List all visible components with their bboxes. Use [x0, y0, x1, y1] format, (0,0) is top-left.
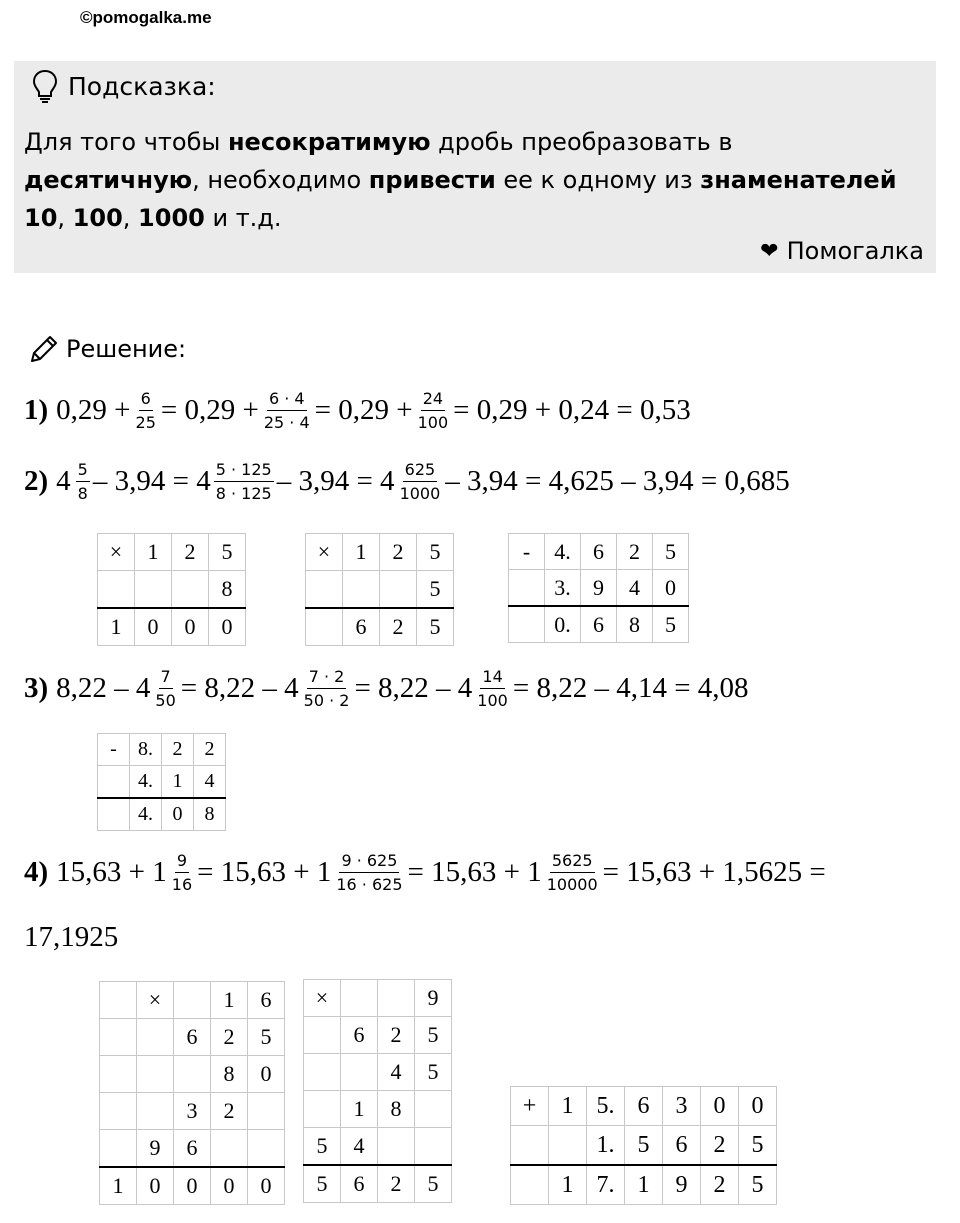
calc-row: [100, 1167, 285, 1205]
numerator: 24: [421, 389, 445, 411]
denominator: 100: [477, 691, 508, 710]
calc-cell: 8: [211, 1056, 248, 1093]
calc-cell: 2: [211, 1093, 248, 1130]
calc-cell: 7.: [587, 1165, 625, 1205]
expr-text: = 0,29 +: [160, 394, 259, 426]
calc-row: [304, 1165, 452, 1203]
calc-row: [511, 1165, 777, 1205]
calc-cell: 2: [162, 734, 194, 766]
calc-cell: 8: [194, 798, 226, 831]
calc-cell: 2: [172, 534, 209, 571]
calc-cell: 6: [341, 1165, 378, 1203]
expr-text: = 15,63 + 1,5625 =: [602, 856, 826, 888]
calc-cell: 0: [172, 608, 209, 646]
calc-row: [304, 1091, 452, 1128]
calc-cell: 4.: [130, 766, 162, 799]
numerator: 6: [139, 389, 153, 411]
calc-cell: 0: [162, 798, 194, 831]
denominator: 1000: [399, 484, 441, 503]
calc-row: [511, 1087, 777, 1126]
numerator: 5625: [550, 851, 595, 873]
calc-cell: [137, 1093, 174, 1130]
expr-text: 8,22 – 4: [56, 672, 151, 704]
denominator: 16 · 625: [336, 875, 403, 894]
calc-cell: +: [511, 1087, 549, 1126]
calc-cell: 9: [137, 1130, 174, 1168]
calc-cell: 8: [209, 571, 246, 609]
hint-box: [14, 61, 936, 273]
fraction: [475, 667, 510, 710]
calc-cell: 2: [380, 534, 417, 571]
expr-text: 4: [56, 465, 71, 497]
calc-cell: [100, 1093, 137, 1130]
calc-cell: [304, 1054, 341, 1091]
calc-cell: 1: [549, 1165, 587, 1205]
calc-cell: 6: [581, 606, 617, 643]
calc-cell: [211, 1130, 248, 1168]
numerator: 6 · 4: [267, 389, 307, 411]
calc-cell: ×: [304, 980, 341, 1017]
calc-table-125x8: [97, 533, 246, 646]
calc-cell: [135, 571, 172, 609]
calc-cell: 6: [663, 1126, 701, 1166]
calc-cell: 5: [653, 534, 689, 570]
calc-row: [306, 571, 454, 609]
calc-cell: [304, 1017, 341, 1054]
calc-cell: 0: [137, 1167, 174, 1205]
denominator: 16: [171, 875, 193, 894]
calc-cell: 5: [739, 1165, 777, 1205]
calc-cell: [248, 1130, 285, 1168]
calc-row: [100, 1056, 285, 1093]
calc-cell: [248, 1093, 285, 1130]
calc-cell: [98, 571, 135, 609]
equation-number: 1): [24, 394, 49, 426]
denominator: 50: [155, 691, 176, 710]
calc-cell: [306, 608, 343, 646]
calc-cell: 6: [625, 1087, 663, 1126]
hint-bold-term: несократимую: [227, 128, 431, 156]
numerator: 7 · 2: [307, 667, 347, 689]
calc-cell: 0: [174, 1167, 211, 1205]
calc-cell: 5: [739, 1126, 777, 1166]
hint-text-part: ее к одному из: [495, 166, 701, 194]
hint-text-part: ,: [57, 204, 73, 232]
calc-cell: 4: [341, 1128, 378, 1166]
calc-cell: 2: [380, 608, 417, 646]
calc-cell: 5.: [587, 1087, 625, 1126]
calc-cell: [98, 766, 130, 799]
calc-row: [100, 1130, 285, 1168]
hint-text-part: дробь преобразовать в: [430, 128, 733, 156]
calc-row: [511, 1126, 777, 1166]
calc-cell: [511, 1165, 549, 1205]
calc-cell: [174, 1056, 211, 1093]
calc-row: [509, 570, 689, 607]
calc-cell: 2: [211, 1019, 248, 1056]
calc-cell: [511, 1126, 549, 1166]
calc-cell: 5: [417, 608, 454, 646]
calc-row: [100, 1019, 285, 1056]
hint-bold-term: знаменателей 10: [24, 166, 897, 232]
calc-row: [509, 534, 689, 570]
calc-row: [304, 1128, 452, 1166]
calc-cell: 0: [701, 1087, 739, 1126]
calc-cell: [415, 1128, 452, 1166]
calc-cell: [306, 571, 343, 609]
fraction: [416, 389, 451, 432]
calc-cell: 4: [194, 766, 226, 799]
calc-cell: 1: [343, 534, 380, 571]
heart-icon: ❤: [760, 238, 779, 264]
fraction: [170, 851, 194, 894]
calc-cell: 5: [415, 1054, 452, 1091]
calc-cell: 1: [341, 1091, 378, 1128]
calc-cell: [172, 571, 209, 609]
calc-cell: 4: [378, 1054, 415, 1091]
fraction: [302, 667, 352, 710]
expr-text: = 0,29 + 0,24 = 0,53: [453, 394, 691, 426]
equation-4-continuation: [24, 921, 118, 954]
calc-cell: 2: [378, 1017, 415, 1054]
expr-text: = 15,63 + 1: [197, 856, 332, 888]
denominator: 25: [135, 413, 156, 432]
calc-cell: -: [509, 534, 545, 570]
calc-cell: 5: [209, 534, 246, 571]
calc-cell: 1: [98, 608, 135, 646]
expr-text: – 3,94 = 4,625 – 3,94 = 0,685: [445, 465, 790, 497]
calc-cell: 2: [194, 734, 226, 766]
calc-cell: [415, 1091, 452, 1128]
calc-row: [306, 608, 454, 646]
equation-number: 3): [24, 672, 49, 704]
calc-row: [100, 982, 285, 1019]
hint-text-part: , необходимо: [192, 166, 369, 194]
calc-cell: 0: [211, 1167, 248, 1205]
calc-cell: [174, 982, 211, 1019]
expr-text: = 0,29 +: [314, 394, 413, 426]
calc-cell: 5: [304, 1165, 341, 1203]
numerator: 9 · 625: [339, 851, 399, 873]
calc-table-125x5: [305, 533, 454, 646]
hint-text-part: и т.д.: [204, 204, 282, 232]
calc-row: [98, 608, 246, 646]
calc-cell: 1: [162, 766, 194, 799]
hint-bold-term: привести: [368, 166, 496, 194]
hint-title: [32, 69, 216, 103]
equation-number: 4): [24, 856, 49, 888]
calc-cell: [380, 571, 417, 609]
calc-row: [98, 766, 226, 799]
calc-cell: 4.: [545, 534, 581, 570]
expr-text: – 3,94 = 4: [92, 465, 211, 497]
calc-cell: 2: [378, 1165, 415, 1203]
fraction: [134, 389, 158, 432]
calc-cell: [304, 1091, 341, 1128]
calc-cell: 3: [174, 1093, 211, 1130]
hint-bold-term: десятичную: [24, 166, 193, 194]
calc-cell: 2: [701, 1126, 739, 1166]
calc-cell: 1: [549, 1087, 587, 1126]
calc-cell: 6: [248, 982, 285, 1019]
calc-table-9x625: [303, 979, 452, 1203]
numerator: 5: [76, 460, 90, 482]
calc-table-16x625: [99, 981, 285, 1205]
calc-cell: 5: [417, 534, 454, 571]
calc-cell: 6: [581, 534, 617, 570]
expr-text: 15,63 + 1: [56, 856, 167, 888]
calc-cell: 8: [378, 1091, 415, 1128]
denominator: 8 · 125: [215, 484, 272, 503]
calc-cell: 5: [415, 1165, 452, 1203]
calc-cell: [341, 980, 378, 1017]
solution-title-text: Решение:: [66, 335, 187, 363]
calc-row: [509, 606, 689, 643]
calc-cell: ×: [137, 982, 174, 1019]
calc-cell: 1: [211, 982, 248, 1019]
calc-cell: -: [98, 734, 130, 766]
calc-cell: [343, 571, 380, 609]
numerator: 14: [480, 667, 504, 689]
calc-row: [98, 571, 246, 609]
calc-row: [98, 734, 226, 766]
calc-cell: 8: [617, 606, 653, 643]
expr-text: 17,1925: [24, 921, 119, 953]
calc-cell: 2: [701, 1165, 739, 1205]
calc-cell: 5: [625, 1126, 663, 1166]
calc-cell: 6: [343, 608, 380, 646]
calc-cell: 1: [625, 1165, 663, 1205]
fraction: [398, 460, 443, 503]
calc-cell: [509, 570, 545, 607]
calc-cell: [137, 1056, 174, 1093]
calc-cell: [98, 798, 130, 831]
expr-text: – 3,94 = 4: [276, 465, 395, 497]
calc-row: [304, 1054, 452, 1091]
fraction: [334, 851, 404, 894]
expr-text: = 8,22 – 4: [180, 672, 299, 704]
calc-row: [304, 1017, 452, 1054]
calc-cell: 9: [415, 980, 452, 1017]
calc-cell: 1: [100, 1167, 137, 1205]
calc-cell: 0: [739, 1087, 777, 1126]
calc-cell: 6: [174, 1130, 211, 1168]
calc-table-4625-minus-394: [508, 533, 689, 643]
equation-1: [24, 389, 691, 432]
numerator: 5 · 125: [214, 460, 274, 482]
calc-cell: 6: [174, 1019, 211, 1056]
solution-title: [28, 333, 186, 365]
denominator: 25 · 4: [263, 413, 310, 432]
calc-row: [98, 534, 246, 571]
calc-row: [304, 980, 452, 1017]
calc-cell: 6: [341, 1017, 378, 1054]
calc-cell: 0: [248, 1056, 285, 1093]
numerator: 7: [159, 667, 173, 689]
expr-text: = 15,63 + 1: [407, 856, 542, 888]
calc-cell: [137, 1019, 174, 1056]
numerator: 9: [175, 851, 189, 873]
hint-text-part: Для того чтобы: [24, 128, 228, 156]
calc-row: [306, 534, 454, 571]
expr-text: 0,29 +: [56, 394, 131, 426]
calc-table-1563-plus-15625: [510, 1086, 777, 1205]
calc-cell: 5: [417, 571, 454, 609]
hint-text: [24, 123, 914, 237]
calc-cell: [509, 606, 545, 643]
calc-cell: 4.: [130, 798, 162, 831]
pencil-icon: [28, 333, 60, 365]
calc-cell: ×: [306, 534, 343, 571]
calc-cell: 5: [653, 606, 689, 643]
hint-text-part: ,: [122, 204, 139, 232]
calc-cell: 3: [663, 1087, 701, 1126]
denominator: 8: [77, 484, 88, 503]
calc-cell: 0: [135, 608, 172, 646]
lightbulb-icon: [32, 69, 58, 103]
calc-cell: 9: [663, 1165, 701, 1205]
calc-cell: 9: [581, 570, 617, 607]
calc-cell: 4: [617, 570, 653, 607]
equation-3: [24, 667, 749, 710]
expr-text: = 8,22 – 4: [354, 672, 473, 704]
calc-cell: 1.: [587, 1126, 625, 1166]
equation-number: 2): [24, 465, 49, 497]
fraction: [545, 851, 600, 894]
equation-2: [24, 460, 790, 503]
equation-4: [24, 851, 826, 894]
fraction: [153, 667, 177, 710]
calc-cell: [100, 982, 137, 1019]
calc-cell: 1: [135, 534, 172, 571]
fraction: [76, 460, 90, 503]
calc-cell: 8.: [130, 734, 162, 766]
calc-cell: [378, 980, 415, 1017]
calc-cell: [341, 1054, 378, 1091]
calc-cell: [100, 1056, 137, 1093]
calc-cell: 0.: [545, 606, 581, 643]
denominator: 50 · 2: [303, 691, 350, 710]
fraction: [262, 389, 312, 432]
hint-bold-term: 100: [72, 204, 123, 232]
calc-row: [98, 798, 226, 831]
calc-cell: [549, 1126, 587, 1166]
calc-cell: 5: [248, 1019, 285, 1056]
brand-watermark: ©pomogalka.me: [80, 8, 212, 27]
hint-bold-term: 1000: [138, 204, 205, 232]
calc-cell: 0: [209, 608, 246, 646]
calc-table-822-minus-414: [97, 733, 226, 831]
calc-cell: 5: [304, 1128, 341, 1166]
calc-cell: 2: [617, 534, 653, 570]
hint-title-text: Подсказка:: [68, 71, 216, 101]
calc-cell: 5: [415, 1017, 452, 1054]
denominator: 10000: [546, 875, 598, 894]
denominator: 100: [417, 413, 449, 432]
calc-cell: [100, 1130, 137, 1168]
numerator: 625: [403, 460, 438, 482]
calc-cell: 0: [248, 1167, 285, 1205]
calc-cell: 0: [653, 570, 689, 607]
calc-cell: ×: [98, 534, 135, 571]
calc-cell: [100, 1019, 137, 1056]
hint-signature: [760, 237, 924, 265]
fraction: [214, 460, 274, 503]
expr-text: = 8,22 – 4,14 = 4,08: [512, 672, 749, 704]
calc-cell: 3.: [545, 570, 581, 607]
calc-row: [100, 1093, 285, 1130]
signature-text: Помогалка: [786, 237, 924, 265]
calc-cell: [378, 1128, 415, 1166]
